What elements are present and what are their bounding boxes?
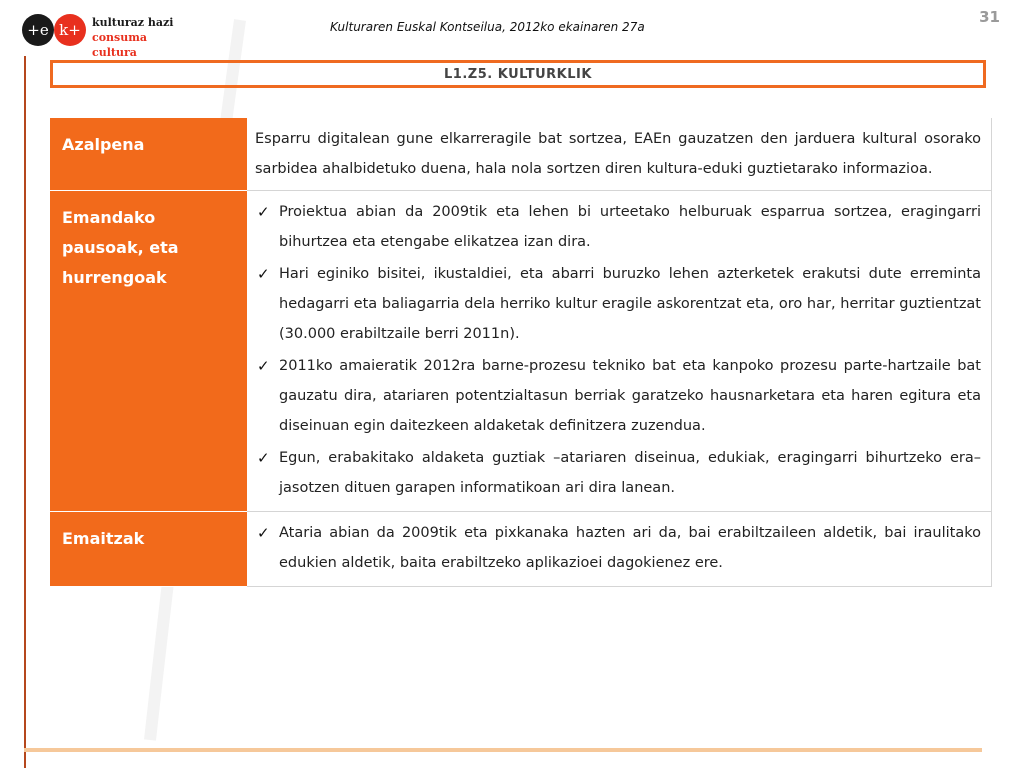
list-item-text: Ataria abian da 2009tik eta pixkanaka hazten ari da, bai erabiltzaileen aldetik, bai iraulitako edukien aldetik, baita erabiltzeko aplikazioei dagokienez ere. bbox=[279, 525, 981, 571]
check-icon: ✓ bbox=[257, 449, 270, 467]
check-icon: ✓ bbox=[257, 357, 270, 375]
check-icon: ✓ bbox=[257, 524, 270, 542]
bullet-list bbox=[255, 197, 981, 503]
logo bbox=[22, 14, 182, 59]
list-item-text: Hari eginiko bisitei, ikustaldiei, eta abarri buruzko lehen azterketek erakutsi dute erreminta hedagarri eta baliagarria dela herriko kultur eragile askorentzat eta, oro har, herritar guztientzat (30.000 erabiltzaile berri 2011n). bbox=[279, 266, 981, 342]
header-note: Kulturaren Euskal Kontseilua, 2012ko ekainaren 27a bbox=[330, 20, 645, 34]
list-item-text: Proiektua abian da 2009tik eta lehen bi urteetako helburuak esparrua sortzea, eragingarri bihurtzea eta etengabe elikatzea izan dira. bbox=[279, 204, 981, 250]
logo-wordmark bbox=[92, 15, 182, 60]
logo-badge-left: +e bbox=[22, 14, 54, 46]
table-row bbox=[50, 118, 992, 191]
row-label-pausoak: Emandako pausoak, eta hurrengoak bbox=[50, 191, 247, 512]
list-item bbox=[255, 518, 981, 578]
row-content-pausoak bbox=[247, 191, 992, 512]
list-item bbox=[255, 443, 981, 503]
list-item bbox=[255, 351, 981, 441]
list-item-text: Egun, erabakitako aldaketa guztiak –atariaren diseinua, edukiak, eragingarri bihurtzeko era– jasotzen dituen garapen informatikoan ari dira lanean. bbox=[279, 450, 981, 496]
list-item bbox=[255, 259, 981, 349]
list-item bbox=[255, 197, 981, 257]
table-row bbox=[50, 191, 992, 512]
row-text-azalpena: Esparru digitalean gune elkarreragile bat sortzea, EAEn gauzatzen den jarduera kultural osorako sarbidea ahalbidetuko duena, hala nola sortzen diren kultura-eduki guztietarako informazioa. bbox=[247, 118, 992, 191]
list-item-text: 2011ko amaieratik 2012ra barne-prozesu tekniko bat eta kanpoko prozesu parte-hartzaile bat gauzatu dira, atariaren potentzialtasun berriak garatzeko hausnarketara eta haren egitura eta diseinuan egin daitezkeen aldaketak definitzera zuzendua. bbox=[279, 358, 981, 434]
bullet-list bbox=[255, 518, 981, 578]
check-icon: ✓ bbox=[257, 265, 270, 283]
logo-line-2: consuma cultura bbox=[92, 31, 147, 59]
row-label-emaitzak: Emaitzak bbox=[50, 512, 247, 587]
section-title: L1.Z5. KULTURKLIK bbox=[50, 60, 986, 88]
bottom-accent-rule bbox=[24, 748, 982, 752]
row-label-azalpena: Azalpena bbox=[50, 118, 247, 191]
left-accent-rule bbox=[24, 56, 26, 768]
table-row bbox=[50, 512, 992, 587]
check-icon: ✓ bbox=[257, 203, 270, 221]
logo-line-1: kulturaz hazi bbox=[92, 16, 174, 29]
logo-badge-right: k+ bbox=[54, 14, 86, 46]
row-content-emaitzak bbox=[247, 512, 992, 587]
page-number: 31 bbox=[979, 8, 1000, 26]
info-table bbox=[50, 118, 992, 587]
